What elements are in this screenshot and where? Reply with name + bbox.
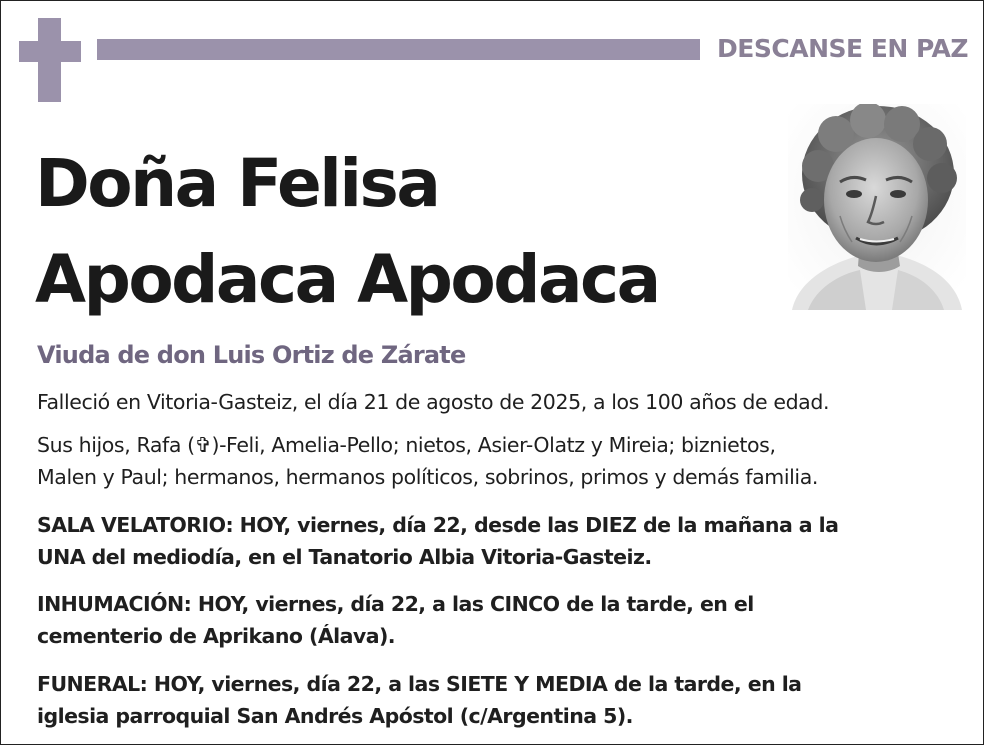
name-line-1: Doña Felisa [35,145,439,222]
funeral-line-1: FUNERAL: HOY, viernes, día 22, a las SIETE Y MEDIA de la tarde, en la [37,672,802,696]
cross-icon [19,18,81,102]
deceased-name [35,136,755,328]
burial-paragraph [37,588,972,652]
family-paragraph [37,429,972,493]
wake-line-1: SALA VELATORIO: HOY, viernes, día 22, desde las DIEZ de la mañana a la [37,513,839,537]
name-line-2: Apodaca Apodaca [35,241,659,318]
death-paragraph [37,386,972,418]
funeral-paragraph [37,668,972,732]
funeral-line-2: iglesia parroquial San Andrés Apóstol (c/Argentina 5). [37,704,633,728]
family-line-2: Malen y Paul; hermanos, hermanos políticos, sobrinos, primos y demás familia. [37,465,818,489]
subtitle: Viuda de don Luis Ortiz de Zárate [37,341,466,369]
family-line-1: Sus hijos, Rafa (✞)-Feli, Amelia-Pello; nietos, Asier-Olatz y Mireia; biznietos, [37,433,776,457]
burial-line-1: INHUMACIÓN: HOY, viernes, día 22, a las CINCO de la tarde, en el [37,592,754,616]
burial-line-2: cementerio de Aprikano (Álava). [37,624,396,648]
portrait-photo [788,104,966,310]
death-line: Falleció en Vitoria-Gasteiz, el día 21 de agosto de 2025, a los 100 años de edad. [37,390,830,414]
wake-paragraph [37,509,972,573]
header-bar [97,39,700,60]
wake-line-2: UNA del mediodía, en el Tanatorio Albia Vitoria-Gasteiz. [37,545,652,569]
header-title: DESCANSE EN PAZ [717,34,968,63]
